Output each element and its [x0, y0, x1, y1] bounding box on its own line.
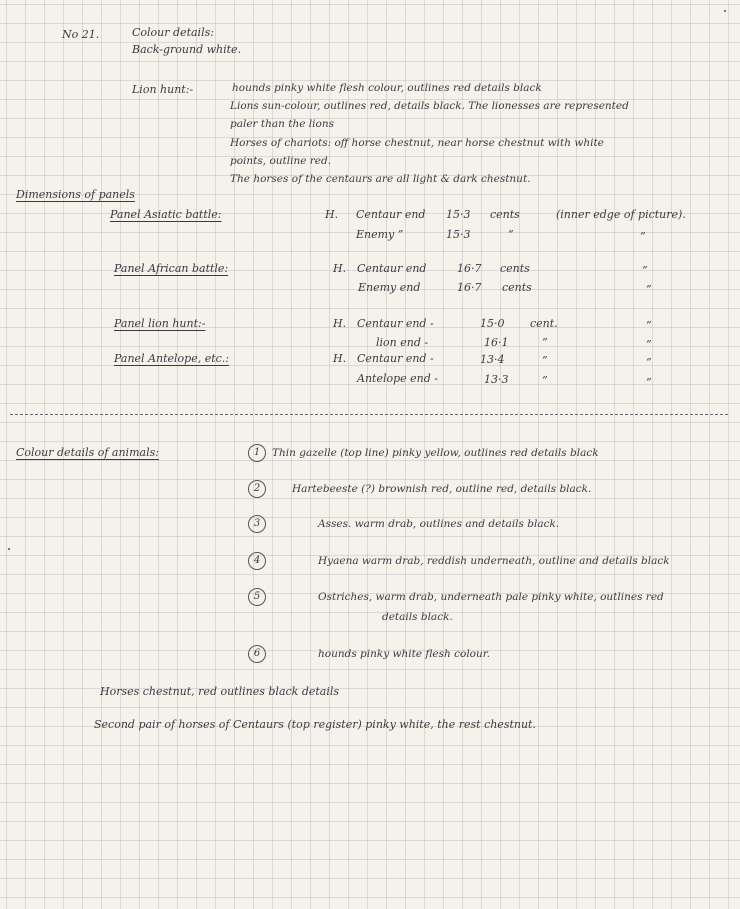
animal-detail: hounds pinky white flesh colour.: [318, 648, 490, 660]
animal-detail: Hartebeeste (?) brownish red, outline red, details black.: [292, 483, 592, 495]
dim-unit: cent.: [530, 317, 558, 330]
item-number: 2: [248, 480, 266, 498]
dim-prefix: H.: [333, 317, 347, 330]
dim-unit: cents: [490, 208, 520, 221]
dim-unit: cents: [502, 281, 532, 294]
animal-detail: Asses. warm drab, outlines and details black.: [318, 518, 560, 530]
dim-value: 15·3: [446, 208, 471, 221]
lion-hunt-line: points, outline red.: [230, 155, 332, 167]
item-number: 6: [248, 645, 266, 663]
dim-label: Centaur end: [357, 262, 427, 275]
lion-hunt-label: Lion hunt:-: [132, 83, 194, 96]
lion-hunt-line: hounds pinky white flesh colour, outlines red details black: [232, 82, 542, 94]
animal-detail: Thin gazelle (top line) pinky yellow, outlines red details black: [272, 447, 599, 459]
dim-label: Centaur end: [356, 208, 426, 221]
dim-label: Antelope end -: [357, 372, 438, 385]
item-number: 3: [248, 515, 266, 533]
dim-prefix: H.: [333, 262, 347, 275]
animals-heading: Colour details of animals:: [16, 446, 159, 459]
dim-value: 16·1: [484, 336, 509, 349]
footer-note: Horses chestnut, red outlines black details: [100, 685, 340, 698]
dim-label: Centaur end -: [357, 317, 434, 330]
dim-value: 13·4: [480, 353, 505, 366]
header-background: Back-ground white.: [132, 43, 242, 56]
ink-mark: [8, 548, 10, 550]
dim-value: 13·3: [484, 373, 509, 386]
panel-name: Panel Asiatic battle:: [110, 208, 222, 221]
dim-note: ”: [646, 356, 652, 369]
footer-note: Second pair of horses of Centaurs (top register) pinky white, the rest chestnut.: [94, 718, 536, 731]
dim-note: ”: [646, 319, 652, 332]
page-number: No 21.: [62, 28, 100, 41]
item-number: 1: [248, 444, 266, 462]
dim-prefix: H.: [333, 352, 347, 365]
dim-note: ”: [640, 230, 646, 243]
dim-label: Enemy ”: [356, 228, 404, 241]
lion-hunt-line: paler than the lions: [230, 118, 334, 130]
dim-note: (inner edge of picture).: [556, 208, 686, 221]
item-number: 4: [248, 552, 266, 570]
item-number: 5: [248, 588, 266, 606]
lion-hunt-line: Lions sun-colour, outlines red, details black. The lionesses are represented: [230, 100, 629, 112]
dim-unit: ”: [508, 228, 514, 241]
animal-detail-continued: details black.: [382, 611, 453, 623]
dim-note: ”: [646, 338, 652, 351]
dim-unit: ”: [542, 336, 548, 349]
panel-name: Panel Antelope, etc.:: [114, 352, 230, 365]
panel-name: Panel lion hunt:-: [114, 317, 206, 330]
dim-label: lion end -: [376, 336, 429, 349]
dim-label: Enemy end: [358, 281, 421, 294]
animal-detail: Ostriches, warm drab, underneath pale pinky white, outlines red: [318, 591, 664, 603]
lion-hunt-line: The horses of the centaurs are all light & dark chestnut.: [230, 173, 531, 185]
dimensions-heading: Dimensions of panels: [16, 188, 135, 201]
dim-unit: ”: [542, 374, 548, 387]
dim-note: ”: [646, 376, 652, 389]
header-title: Colour details:: [132, 26, 214, 39]
dim-unit: cents: [500, 262, 530, 275]
animal-detail: Hyaena warm drab, reddish underneath, outline and details black: [318, 555, 670, 567]
dim-note: ”: [646, 283, 652, 296]
dim-value: 16·7: [457, 281, 482, 294]
dim-prefix: H.: [325, 208, 339, 221]
dim-value: 15·0: [480, 317, 505, 330]
lion-hunt-line: Horses of chariots: off horse chestnut, near horse chestnut with white: [230, 137, 604, 149]
section-divider: [10, 414, 728, 415]
dim-note: ”: [642, 264, 648, 277]
dim-unit: ”: [542, 354, 548, 367]
dim-value: 16·7: [457, 262, 482, 275]
panel-name: Panel African battle:: [114, 262, 229, 275]
dim-label: Centaur end -: [357, 352, 434, 365]
dim-value: 15·3: [446, 228, 471, 241]
ink-mark: [724, 10, 726, 12]
